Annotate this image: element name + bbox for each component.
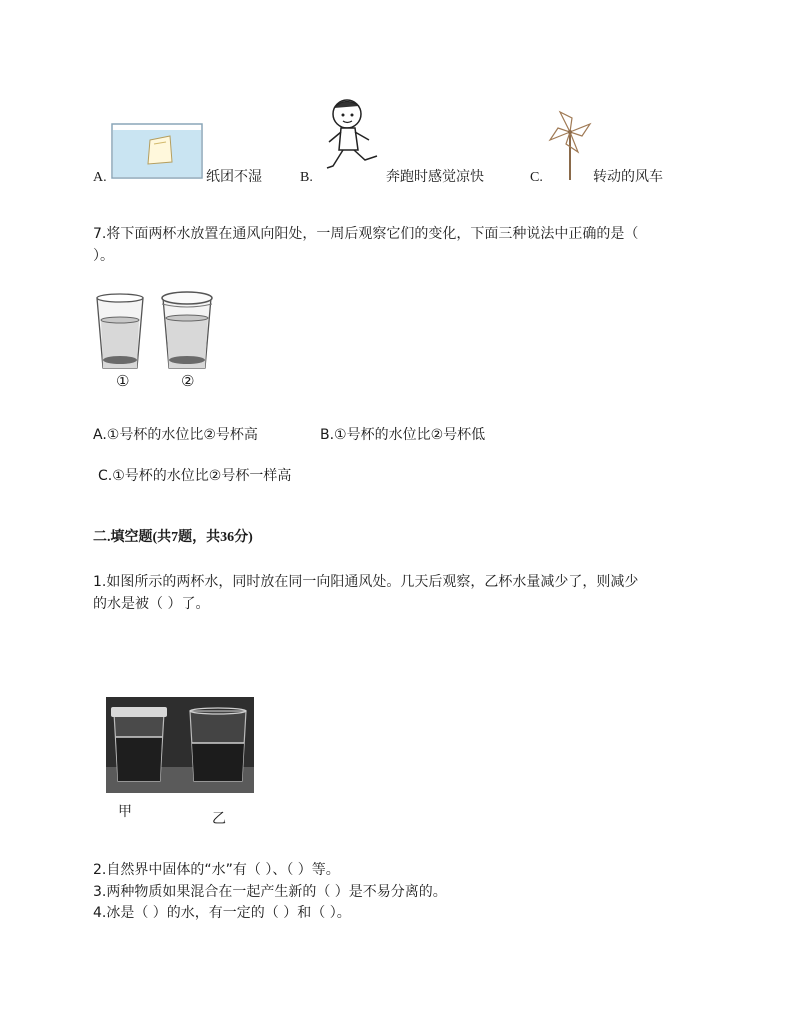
option-c-caption: 转动的风车 <box>593 169 663 185</box>
fill-q4: 4.冰是（ ）的水，有一定的（ ）和（ ）。 <box>93 905 351 921</box>
option-a-caption: 纸团不湿 <box>206 169 262 185</box>
two-cups-illustration <box>93 288 223 390</box>
cup-2-label: ② <box>181 372 195 390</box>
q7-option-b: B.①号杯的水位比②号杯低 <box>320 427 486 443</box>
q7-option-c: C.①号杯的水位比②号杯一样高 <box>98 468 292 484</box>
fill-q2: 2.自然界中固体的“水”有（ ）、（ ）等。 <box>93 862 340 878</box>
pinwheel-illustration <box>546 104 596 182</box>
option-a-letter: A. <box>93 170 107 185</box>
option-b-caption: 奔跑时感觉凉快 <box>386 169 484 185</box>
section-heading: 二.填空题(共7题，共36分) <box>93 530 253 545</box>
q7-option-a: A.①号杯的水位比②号杯高 <box>93 427 258 443</box>
q7-stem-line1: 7.将下面两杯水放置在通风向阳处，一周后观察它们的变化，下面三种说法中正确的是（ <box>93 226 639 242</box>
wet-paper-beaker-illustration <box>110 122 205 180</box>
photo-label-yi: 乙 <box>212 811 226 827</box>
two-glasses-photo <box>106 697 254 793</box>
option-b-letter: B. <box>300 170 313 185</box>
photo-label-jia: 甲 <box>118 804 132 820</box>
running-boy-illustration <box>325 96 380 181</box>
option-c-letter: C. <box>530 170 543 185</box>
fill-q1-line2: 的水是被（ ）了。 <box>93 596 210 612</box>
q7-stem-line2: ）。 <box>93 248 114 264</box>
fill-q3: 3.两种物质如果混合在一起产生新的（ ）是不易分离的。 <box>93 884 447 900</box>
fill-q1-line1: 1.如图所示的两杯水，同时放在同一向阳通风处。几天后观察，乙杯水量减少了，则减少 <box>93 574 639 590</box>
cup-1-label: ① <box>116 372 130 390</box>
